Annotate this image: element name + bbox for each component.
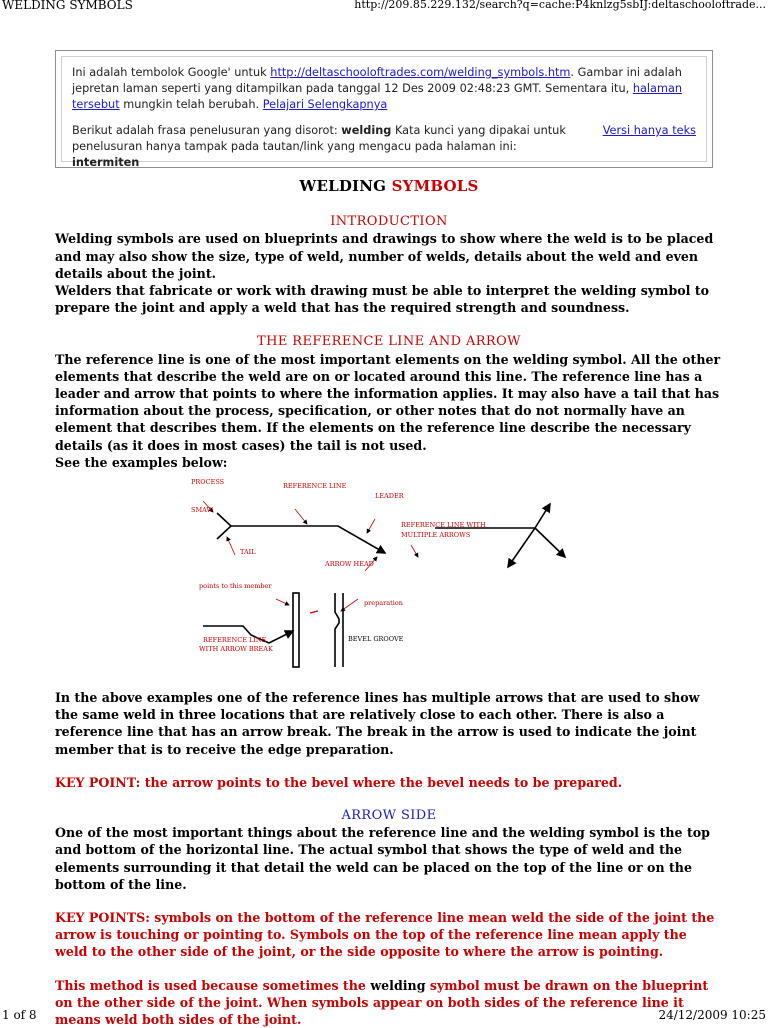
intro-paragraph-1: Welding symbols are used on blueprints and drawings to show where the weld is to be placed and may also show the size, type of weld, number of welds, details about the weld and even details about the joint. [55, 231, 714, 281]
label-bevel-groove: BEVEL GROOVE [348, 635, 404, 644]
label-leader: LEADER [375, 492, 404, 501]
label-preparation: preparation [364, 599, 403, 608]
multi-arrow-line-2 [508, 528, 535, 567]
learn-more-link[interactable]: Pelajari Selengkapnya [262, 98, 388, 111]
introduction-heading: INTRODUCTION [330, 214, 448, 230]
label-arrow-head: ARROW HEAD [325, 560, 374, 569]
leader-pointer [367, 519, 375, 533]
title-word-symbols: SYMBOLS [391, 177, 479, 195]
page-header-title: WELDING SYMBOLS [2, 0, 133, 12]
reference-paragraph-2: See the examples below: [55, 454, 228, 470]
method-term-welding: welding [370, 977, 426, 993]
page-footer-datetime: 24/12/2009 10:25 [658, 1008, 766, 1022]
text-only-version-link[interactable]: Versi hanya teks [602, 124, 696, 137]
label-ref-break-1: REFERENCE LINE [203, 636, 267, 645]
label-multi-arrows-1: REFERENCE LINE WITH [401, 521, 486, 530]
cache-notice-line2 [72, 123, 696, 171]
member-pointer [276, 599, 289, 605]
tail-lines [217, 513, 231, 539]
cache-text-c: mungkin telah berubah. [119, 98, 263, 111]
page-footer-count: 1 of 8 [2, 1008, 37, 1022]
cache-text-b: . Gambar ini adalah jepretan laman seperti yang ditampilkan pada tanggal 12 Des 2009 02:48:23 GMT. Sementara itu, [72, 66, 682, 95]
reference-line-pointer [295, 509, 307, 524]
tail-pointer [227, 537, 235, 555]
cache-text-a: Ini adalah tembolok Google' untuk [72, 66, 271, 79]
method-paragraph [55, 977, 723, 1028]
after-diagram-paragraph: In the above examples one of the reference lines has multiple arrows that are used to show the same weld in three locations that are relatively close to each other. There is also a reference line that has an arrow break. The break in the arrow is used to indicate the joint member that is to receive the edge preparation. [55, 690, 700, 757]
reference-line-heading: THE REFERENCE LINE AND ARROW [257, 334, 521, 350]
method-text-b: symbol must be drawn on the blueprint on the other side of the joint. When symbols appear on both sides of the reference line it means weld both sides of the joint. [55, 977, 709, 1028]
label-reference-line: REFERENCE LINE [283, 482, 347, 491]
reference-paragraph-1: The reference line is one of the most important elements on the welding symbol. All the other elements that describe the weld are on or located around this line. The reference line has a leader and arrow that points to where the information applies. It may also have a tail that has information about the process, specification, or other notes that do not normally have an element that describes them. If the elements on the reference line describe the necessary details (as it does in most cases) the tail is not used. [55, 351, 721, 453]
bevel-member-edge-1 [335, 593, 339, 667]
page-header-url: http://209.85.229.132/search?q=cache:P4knlzg5sbIJ:deltaschooloftrade... [354, 0, 766, 11]
cache-text-e: Kata kunci yang dipakai untuk penelusuran hanya tampak pada tautan/link yang mengacu pada halaman ini: [72, 124, 566, 153]
cache-text-d: Berikut adalah frasa penelusuran yang disorot: [72, 124, 342, 137]
break-dash [310, 611, 318, 613]
arrow-side-heading: ARROW SIDE [341, 808, 437, 824]
cached-url-link[interactable]: http://deltaschooloftrades.com/welding_symbols.htm [270, 66, 571, 79]
label-tail: TAIL [240, 548, 256, 557]
label-multi-arrows-2: MULTIPLE ARROWS [401, 531, 471, 540]
key-point-bevel: KEY POINT: the arrow points to the bevel where the bevel needs to be prepared. [55, 774, 623, 790]
highlighted-terms-text [72, 123, 582, 171]
key-points-top-bottom: KEY POINTS: symbols on the bottom of the reference line mean weld the side of the joint the arrow is touching or pointing to. Symbols on the top of the reference line mean apply the weld to the other side of the joint, or the side opposite to where the arrow is pointing. [55, 910, 715, 960]
intro-paragraph-2: Welders that fabricate or work with drawing must be able to interpret the welding symbol to prepare the joint and apply a weld that has the required strength and soundness. [55, 283, 710, 316]
page-title [55, 178, 723, 195]
title-word-welding: WELDING [299, 177, 392, 195]
label-smaw: SMAW [191, 506, 214, 515]
method-text-a: This method is used because sometimes the [55, 977, 371, 993]
highlight-term-intermiten: intermiten [72, 156, 140, 169]
label-ref-break-2: WITH ARROW BREAK [199, 645, 273, 654]
article [55, 176, 723, 1028]
reference-line-diagram [55, 471, 723, 689]
label-process: PROCESS [191, 478, 225, 487]
cache-notice-line1 [72, 65, 696, 113]
label-points-to-member: points to this member [199, 582, 272, 591]
multi-arrow-line-3 [535, 528, 565, 557]
joint-member-1 [293, 593, 299, 667]
current-page-link[interactable]: halaman tersebut [72, 82, 683, 111]
highlight-term-welding: welding [341, 124, 392, 137]
google-cache-notice [55, 50, 713, 168]
multi-arrows-pointer [411, 545, 418, 557]
arrow-side-paragraph: One of the most important things about the reference line and the welding symbol is the top and bottom of the horizontal line. The actual symbol that shows the type of weld and the elements surrounding it that detail the weld can be placed on the top of the line or on the bottom of the line. [55, 825, 710, 892]
cache-notice-inner [61, 56, 707, 169]
